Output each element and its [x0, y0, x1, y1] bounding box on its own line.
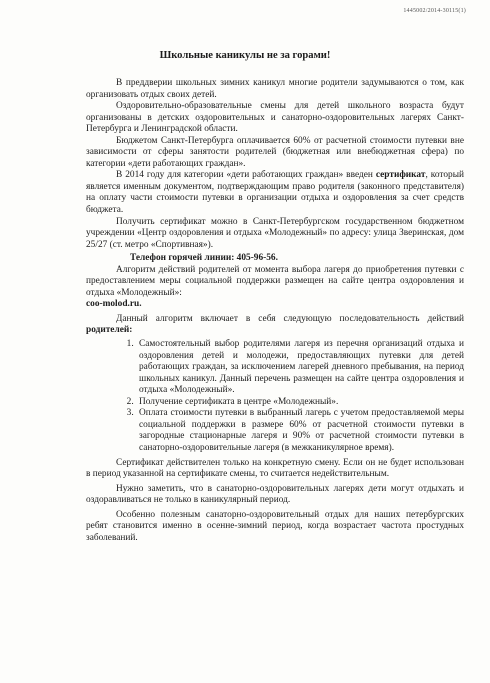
paragraph-certificate-text: В 2014 году для категории «дети работающих граждан» введен	[116, 170, 376, 181]
certificate-term: сертификат	[375, 170, 426, 181]
paragraph-certificate-rest: , который является именным документом, подтверждающим право родителя (законного представителя) на оплату части стоимости путевки в организации отдыха и оздоровления за счет средств бюджета.	[86, 170, 464, 216]
hotline-phone: Телефон горячей линии: 405-96-56.	[130, 253, 278, 264]
list-item: 3. Оплата стоимости путевки в выбранный лагерь с учетом предоставляемой меры социальной поддержки в размере 60% от расчетной стоимости путевки в загородные стационарные лагеря и 90% от расчетной стоимости путевки в санаторно-оздоровительные лагеря (в межканикулярное время).	[136, 408, 464, 454]
paragraph-sequence	[86, 314, 464, 337]
paragraph-algorithm-text: Алгоритм действий родителей от момента выбора лагеря до приобретения путевки с предоставлением меры социальной поддержки размещен на сайте центра оздоровления и отдыха «Молодежный»:	[86, 264, 464, 298]
document-id: 1445002/2014-30115(1)	[403, 8, 466, 14]
paragraph-sequence-text: Данный алгоритм включает в себя следующую последовательность действий	[116, 313, 464, 324]
paragraph-validity: Сертификат действителен только на конкретную смену. Если он не будет использован в период указанной на сертификате смены, то считается недействительным.	[86, 457, 464, 480]
list-item: 2. Получение сертификата в центре «Молодежный».	[136, 397, 464, 409]
steps-list	[86, 339, 464, 454]
document-title: Школьные каникулы не за горами!	[159, 50, 331, 61]
paragraph-season: Особенно полезным санаторно-оздоровительный отдых для наших петербургских ребят становится именно в осенне-зимний период, когда возрастает частота простудных заболеваний.	[86, 509, 464, 543]
parents-term: родителей:	[86, 325, 133, 336]
paragraph-certificate	[86, 170, 464, 216]
website-link[interactable]: coo-molod.ru.	[86, 299, 142, 310]
paragraph-where-to-get: Получить сертификат можно в Санкт-Петербургском государственном бюджетном учреждении «Центр оздоровления и отдыха «Молодежный» по адресу: улица Зверинская, дом 25/27 (ст. метро «Спортивная»).	[86, 216, 464, 250]
paragraph-budget: Бюджетом Санкт-Петербурга оплачивается 60% от расчетной стоимости путевки вне зависимости от сферы занятости родителей (бюджетная или внебюджетная сфера) по категории «дети работающих граждан».	[86, 135, 464, 169]
paragraph-intro: В преддверии школьных зимних каникул многие родители задумываются о том, как организовать отдых своих детей.	[86, 78, 464, 100]
list-item: 1. Самостоятельный выбор родителями лагеря из перечня организаций отдыха и оздоровления детей и молодежи, предоставляющих путевки для детей работающих граждан, за исключением лагерей дневного пребывания, на период школьных каникул. Данный перечень размещен на сайте центра оздоровления и отдыха «Молодежный».	[136, 339, 464, 397]
document-body	[86, 78, 464, 544]
paragraph-shifts: Оздоровительно-образовательные смены для детей школьного возраста будут организованы в детских оздоровительных и санаторно-оздоровительных лагерях Санкт-Петербурга и Ленинградской области.	[86, 101, 464, 135]
paragraph-algorithm	[86, 265, 464, 311]
paragraph-note: Нужно заметить, что в санаторно-оздоровительных лагерях дети могут отдыхать и оздоравливаться не только в каникулярный период.	[86, 483, 464, 506]
